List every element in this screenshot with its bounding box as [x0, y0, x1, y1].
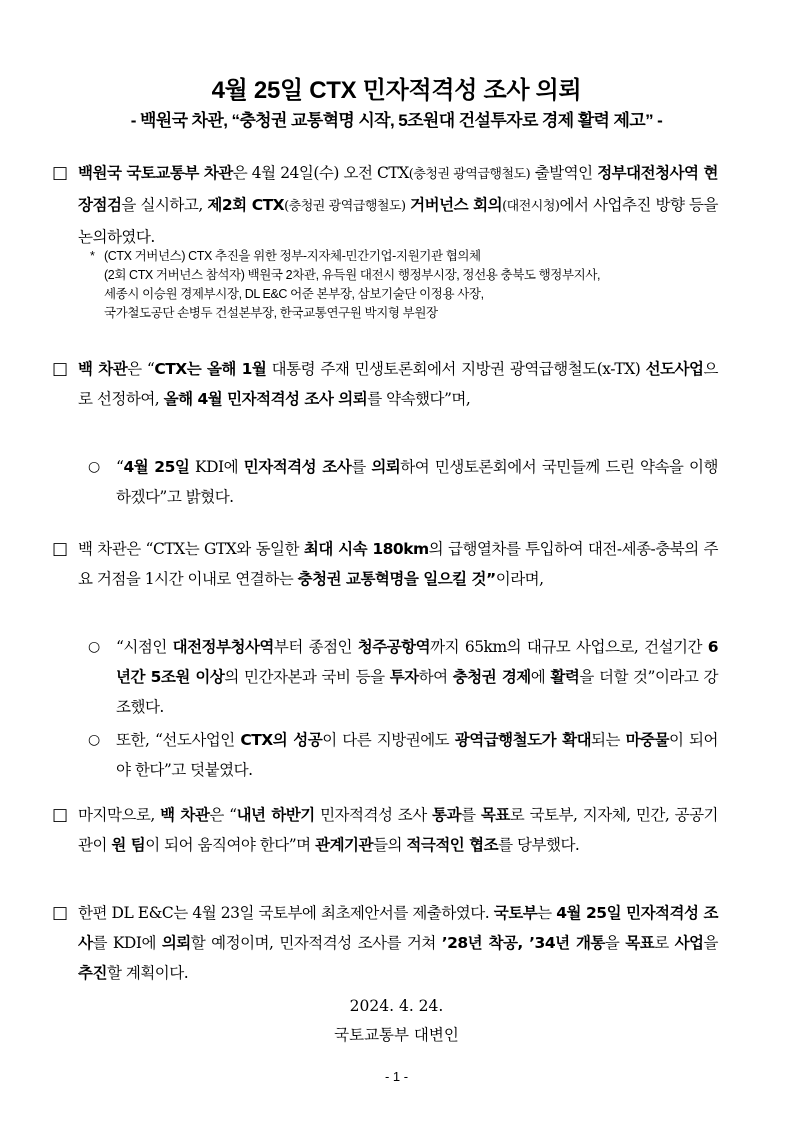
paragraph-5: □ 한편 DL E&C는 4월 23일 국토부에 최초제안서를 제출하였다. 국토부는 4월 25일 민자적격성 조사를 KDI에 의뢰할 예정이며, 민자적격성 조사를 거쳐 ’28년 착공, ’34년 개통을 목표로 사업을 추진할 계획이다. — [78, 898, 718, 988]
page-number: - 1 - — [384, 1069, 409, 1084]
circle-bullet-icon: ○ — [88, 732, 100, 748]
note-line: (2회 CTX 거버넌스 참석자) 백원국 2차관, 유득원 대전시 행정부시장, 정선용 충북도 행정부지사, — [104, 268, 601, 282]
paragraph-1: □ 백원국 국토교통부 차관은 4월 24일(수) 오전 CTX(충청권 광역급행철도) 출발역인 정부대전청사역 현장점검을 실시하고, 제2회 CTX(충청권 광역급행철도) 거버넌스 회의(대전시청)에서 사업추진 방향 등을 논의하였다. — [78, 158, 718, 252]
note-line: 세종시 이승원 경제부시장, DL E&C 어준 본부장, 삼보기술단 이정용 사장, — [104, 287, 484, 301]
page-title: 4월 25일 CTX 민자적격성 조사 의뢰 — [211, 77, 582, 104]
issuer: 국토교통부 대변인 — [334, 1026, 459, 1044]
circle-bullet-icon: ○ — [88, 639, 100, 655]
note-line: (CTX 거버넌스) CTX 추진을 위한 정부-지자체-민간기업-지원기관 협의체 — [104, 249, 481, 263]
paragraph-3: □ 백 차관은 “CTX는 GTX와 동일한 최대 시속 180km의 급행열차를 투입하여 대전-세종-충북의 주요 거점을 1시간 이내로 연결하는 충청권 교통혁명을 일으킬 것”이라며, — [78, 534, 718, 594]
release-date: 2024. 4. 24. — [349, 997, 444, 1015]
square-bullet-icon: □ — [52, 539, 68, 559]
paragraph-2-sub: ○ “4월 25일 KDI에 민자적격성 조사를 의뢰하여 민생토론회에서 국민들께 드린 약속을 이행하겠다”고 밝혔다. — [116, 452, 718, 512]
note-line: 국가철도공단 손병두 건설본부장, 한국교통연구원 박지형 부원장 — [104, 306, 438, 320]
square-bullet-icon: □ — [52, 163, 68, 183]
page-subtitle: - 백원국 차관, “충청권 교통혁명 시작, 5조원대 건설투자로 경제 활력 제고” - — [130, 111, 663, 130]
square-bullet-icon: □ — [52, 805, 68, 825]
square-bullet-icon: □ — [52, 903, 68, 923]
circle-bullet-icon: ○ — [88, 459, 100, 475]
square-bullet-icon: □ — [52, 359, 68, 379]
asterisk-icon: * — [90, 249, 95, 263]
governance-note — [90, 247, 724, 323]
paragraph-2: □ 백 차관은 “CTX는 올해 1월 대통령 주재 민생토론회에서 지방권 광역급행철도(x-TX) 선도사업으로 선정하여, 올해 4월 민자적격성 조사 의뢰를 약속했다”며, — [78, 354, 718, 414]
paragraph-3-sub-1: ○ “시점인 대전정부청사역부터 종점인 청주공항역까지 65km의 대규모 사업으로, 건설기간 6년간 5조원 이상의 민간자본과 국비 등을 투자하여 충청권 경제에 활력을 더할 것”이라고 강조했다. — [116, 632, 718, 722]
paragraph-3-sub-2: ○ 또한, “선도사업인 CTX의 성공이 다른 지방권에도 광역급행철도가 확대되는 마중물이 되어야 한다”고 덧붙였다. — [116, 725, 718, 785]
paragraph-4: □ 마지막으로, 백 차관은 “내년 하반기 민자적격성 조사 통과를 목표로 국토부, 지자체, 민간, 공공기관이 원 팀이 되어 움직여야 한다”며 관계기관들의 적극적인 협조를 당부했다. — [78, 800, 718, 860]
